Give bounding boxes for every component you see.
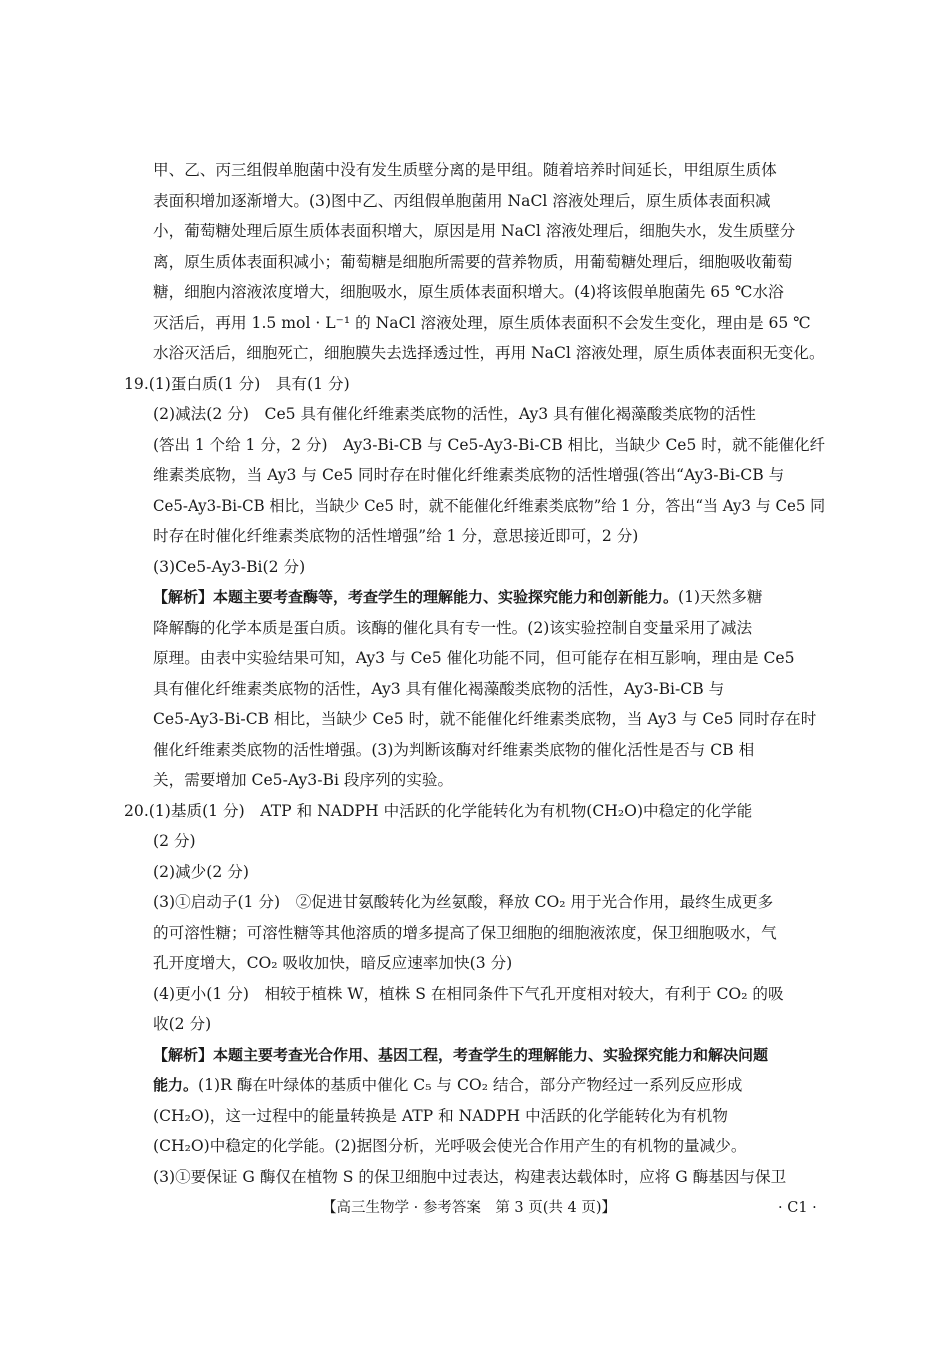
line-text: (2)减少(2 分) (153, 862, 249, 881)
line-text: (3)①启动子(1 分) ②促进甘氨酸转化为丝氨酸，释放 CO₂ 用于光合作用，最终生成更多 (153, 893, 774, 911)
line-text: (3)①要保证 G 酶仅在植物 S 的保卫细胞中过表达，构建表达载体时，应将 G 酶基因与保卫 (153, 1167, 787, 1186)
text-line (153, 435, 825, 455)
text-line (153, 618, 752, 638)
text-line (153, 679, 724, 699)
line-text: (1)R 酶在叶绿体的基质中催化 C₅ 与 CO₂ 结合，部分产物经过一系列反应形成 (198, 1076, 743, 1094)
line-text: (2)减法(2 分) Ce5 具有催化纤维素类底物的活性，Ay3 具有催化褐藻酸类底物的活性 (153, 405, 756, 423)
line-text: 水浴灭活后，细胞死亡，细胞膜失去选择透过性，再用 NaCl 溶液处理，原生质体表面积无变化。 (153, 344, 825, 362)
line-text: 具有催化纤维素类底物的活性，Ay3 具有催化褐藻酸类底物的活性，Ay3-Bi-CB 与 (153, 679, 725, 698)
line-text: (4)更小(1 分) 相较于植株 W，植株 S 在相同条件下气孔开度相对较大，有利于 CO₂ 的吸 (153, 984, 784, 1003)
text-line (153, 313, 811, 333)
text-line (153, 1075, 742, 1095)
text-line (153, 953, 512, 973)
line-text: 孔开度增大，CO₂ 吸收加快，暗反应速率加快(3 分) (153, 954, 513, 972)
text-line (153, 1106, 728, 1126)
text-line (153, 282, 784, 302)
analysis-heading: 【解析】本题主要考查酶等，考查学生的理解能力、实验探究能力和创新能力。 (153, 588, 679, 606)
line-text: 糖，细胞内溶液浓度增大，细胞吸水，原生质体表面积增大。(4)将该假单胞菌先 65 ℃水浴 (153, 283, 784, 301)
text-line (153, 465, 784, 485)
line-text: 时存在时催化纤维素类底物的活性增强”给 1 分，意思接近即可，2 分) (153, 527, 639, 545)
line-text: 催化纤维素类底物的活性增强。(3)为判断该酶对纤维素类底物的催化活性是否与 CB 相 (153, 740, 755, 759)
text-line (153, 831, 196, 851)
text-line (153, 557, 305, 577)
text-line (153, 1136, 746, 1156)
line-text: (CH₂O)，这一过程中的能量转换是 ATP 和 NADPH 中活跃的化学能转化为有机物 (153, 1106, 728, 1125)
text-line (153, 1045, 768, 1065)
text-line (153, 648, 795, 668)
text-line (153, 1167, 786, 1187)
line-text: (3)Ce5-Ay3-Bi(2 分) (153, 557, 306, 576)
line-text: (1)天然多糖 (678, 588, 763, 606)
footer-code: · C1 · (778, 1200, 817, 1216)
text-line (153, 770, 453, 790)
text-line (153, 404, 756, 424)
text-line (153, 496, 825, 516)
line-text: 的可溶性糖；可溶性糖等其他溶质的增多提高了保卫细胞的细胞液浓度，保卫细胞吸水，气 (153, 923, 777, 942)
line-text: 20.(1)基质(1 分) ATP 和 NADPH 中活跃的化学能转化为有机物(CH₂O)中稳定的化学能 (124, 801, 753, 820)
line-text: (2 分) (153, 832, 196, 850)
analysis-heading: 【解析】本题主要考查光合作用、基因工程，考查学生的理解能力、实验探究能力和解决问题 (153, 1045, 769, 1064)
text-line (153, 587, 762, 607)
line-text: Ce5-Ay3-Bi-CB 相比，当缺少 Ce5 时，就不能催化纤维素类底物，当 Ay3 与 Ce5 同时存在时 (153, 710, 817, 728)
text-line (153, 221, 795, 241)
text-line (153, 709, 816, 729)
text-line (153, 1014, 211, 1034)
line-text: (CH₂O)中稳定的化学能。(2)据图分析，光呼吸会使光合作用产生的有机物的量减少。 (153, 1137, 747, 1155)
line-text: 小，葡萄糖处理后原生质体表面积增大，原因是用 NaCl 溶液处理后，细胞失水，发生质壁分 (153, 222, 796, 240)
line-text: 甲、乙、丙三组假单胞菌中没有发生质壁分离的是甲组。随着培养时间延长，甲组原生质体 (153, 161, 777, 179)
line-text: 表面积增加逐渐增大。(3)图中乙、丙组假单胞菌用 NaCl 溶液处理后，原生质体表面积减 (153, 191, 771, 210)
line-text: 原理。由表中实验结果可知，Ay3 与 Ce5 催化功能不同，但可能存在相互影响，理由是 Ce5 (153, 649, 795, 667)
line-text: 灭活后，再用 1.5 mol · L⁻¹ 的 NaCl 溶液处理，原生质体表面积不会发生变化，理由是 65 ℃ (153, 313, 811, 332)
line-text: 降解酶的化学本质是蛋白质。该酶的催化具有专一性。(2)该实验控制自变量采用了减法 (153, 618, 753, 637)
text-line (153, 343, 825, 363)
text-line (153, 191, 771, 211)
text-line (124, 801, 752, 821)
text-line (153, 862, 249, 882)
analysis-heading: 能力。 (153, 1076, 199, 1094)
text-line (153, 984, 784, 1004)
text-line (153, 892, 773, 912)
line-text: 维素类底物，当 Ay3 与 Ce5 同时存在时催化纤维素类底物的活性增强(答出“Ay3-Bi-CB 与 (153, 466, 785, 484)
text-line (124, 374, 350, 394)
line-text: 19.(1)蛋白质(1 分) 具有(1 分) (124, 374, 350, 393)
line-text: (答出 1 个给 1 分，2 分) Ay3-Bi-CB 与 Ce5-Ay3-Bi-CB 相比，当缺少 Ce5 时，就不能催化纤 (153, 435, 826, 454)
line-text: Ce5-Ay3-Bi-CB 相比，当缺少 Ce5 时，就不能催化纤维素类底物”给 1 分，答出“当 Ay3 与 Ce5 同 (153, 496, 826, 515)
text-line (153, 526, 638, 546)
text-line (153, 740, 754, 760)
text-line (153, 160, 777, 180)
text-line (153, 923, 777, 943)
line-text: 收(2 分) (153, 1015, 212, 1033)
footer-page-info: 【高三生物学 · 参考答案 第 3 页(共 4 页)】 (322, 1200, 617, 1216)
text-line (153, 252, 792, 272)
line-text: 离，原生质体表面积减小；葡萄糖是细胞所需要的营养物质，用葡萄糖处理后，细胞吸收葡萄 (153, 252, 793, 271)
line-text: 关，需要增加 Ce5-Ay3-Bi 段序列的实验。 (153, 771, 454, 789)
